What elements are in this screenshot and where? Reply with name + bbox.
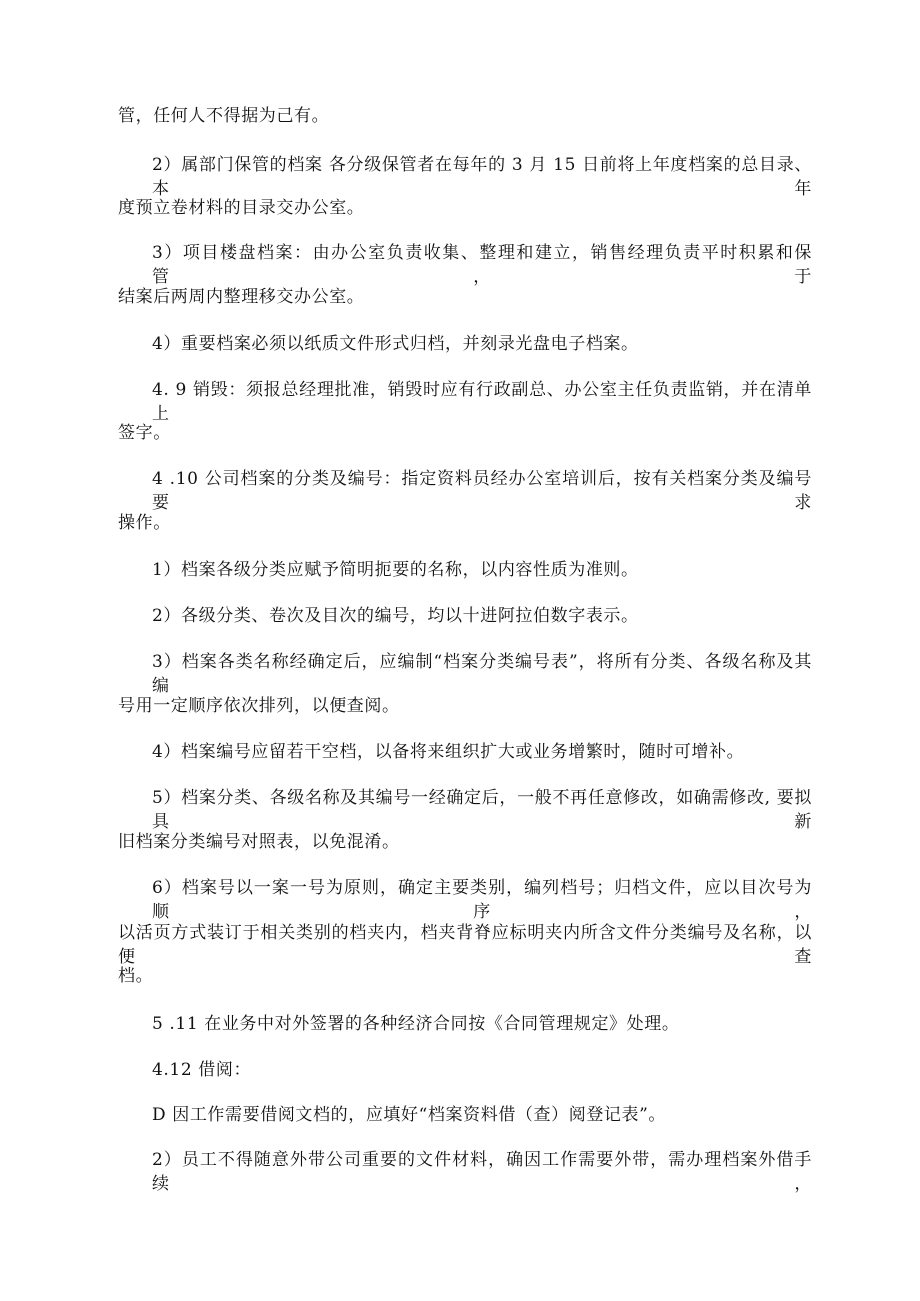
text-line: 2）员工不得随意外带公司重要的文件材料，确因工作需要外带，需办理档案外借手续， bbox=[152, 1150, 812, 1194]
text-line: 旧档案分类编号对照表，以免混淆。 bbox=[118, 832, 400, 852]
text-line: 签字。 bbox=[118, 423, 171, 443]
text-line: 2）各级分类、卷次及目次的编号，均以十进阿拉伯数字表示。 bbox=[152, 606, 639, 626]
text-line: 结案后两周内整理移交办公室。 bbox=[118, 287, 365, 307]
text-line: D 因工作需要借阅文档的，应填好“档案资料借（查）阅登记表”。 bbox=[152, 1105, 667, 1125]
text-line: 以活页方式装订于相关类别的档夹内，档夹背脊应标明夹内所含文件分类编号及名称，以便查 bbox=[118, 923, 812, 967]
text-line: 4.12 借阅： bbox=[152, 1060, 252, 1080]
text-line: 号用一定顺序依次排列，以便查阅。 bbox=[118, 696, 400, 716]
text-line: 5）档案分类、各级名称及其编号一经确定后，一般不再任意修改，如确需修改, 要拟具新 bbox=[152, 788, 812, 832]
text-line: 5 .11 在业务中对外签署的各种经济合同按《合同管理规定》处理。 bbox=[152, 1014, 680, 1034]
text-line: 档。 bbox=[118, 966, 154, 986]
text-line: 4. 9 销毁：须报总经理批准，销毁时应有行政副总、办公室主任负责监销，并在清单上 bbox=[152, 380, 812, 424]
text-line: 1）档案各级分类应赋予简明扼要的名称，以内容性质为准则。 bbox=[152, 560, 639, 580]
text-line: 3）项目楼盘档案：由办公室负责收集、整理和建立，销售经理负责平时积累和保管，于 bbox=[152, 243, 812, 287]
text-line: 4 .10 公司档案的分类及编号：指定资料员经办公室培训后，按有关档案分类及编号要求 bbox=[152, 469, 812, 513]
text-line: 管，任何人不得据为己有。 bbox=[118, 106, 330, 126]
text-line: 4）档案编号应留若干空档，以备将来组织扩大或业务增繁时，随时可增补。 bbox=[152, 742, 745, 762]
text-line: 6）档案号以一案一号为原则，确定主要类别，编列档号；归档文件，应以目次号为顺序， bbox=[152, 878, 812, 922]
text-line: 3）档案各类名称经确定后，应编制“档案分类编号表”，将所有分类、各级名称及其编 bbox=[152, 652, 812, 696]
text-line: 4）重要档案必须以纸质文件形式归档，并刻录光盘电子档案。 bbox=[152, 334, 639, 354]
text-line: 操作。 bbox=[118, 513, 171, 533]
text-line: 度预立卷材料的目录交办公室。 bbox=[118, 198, 365, 218]
text-line: 2）属部门保管的档案 各分级保管者在每年的 3 月 15 日前将上年度档案的总目录、本年 bbox=[152, 155, 812, 199]
